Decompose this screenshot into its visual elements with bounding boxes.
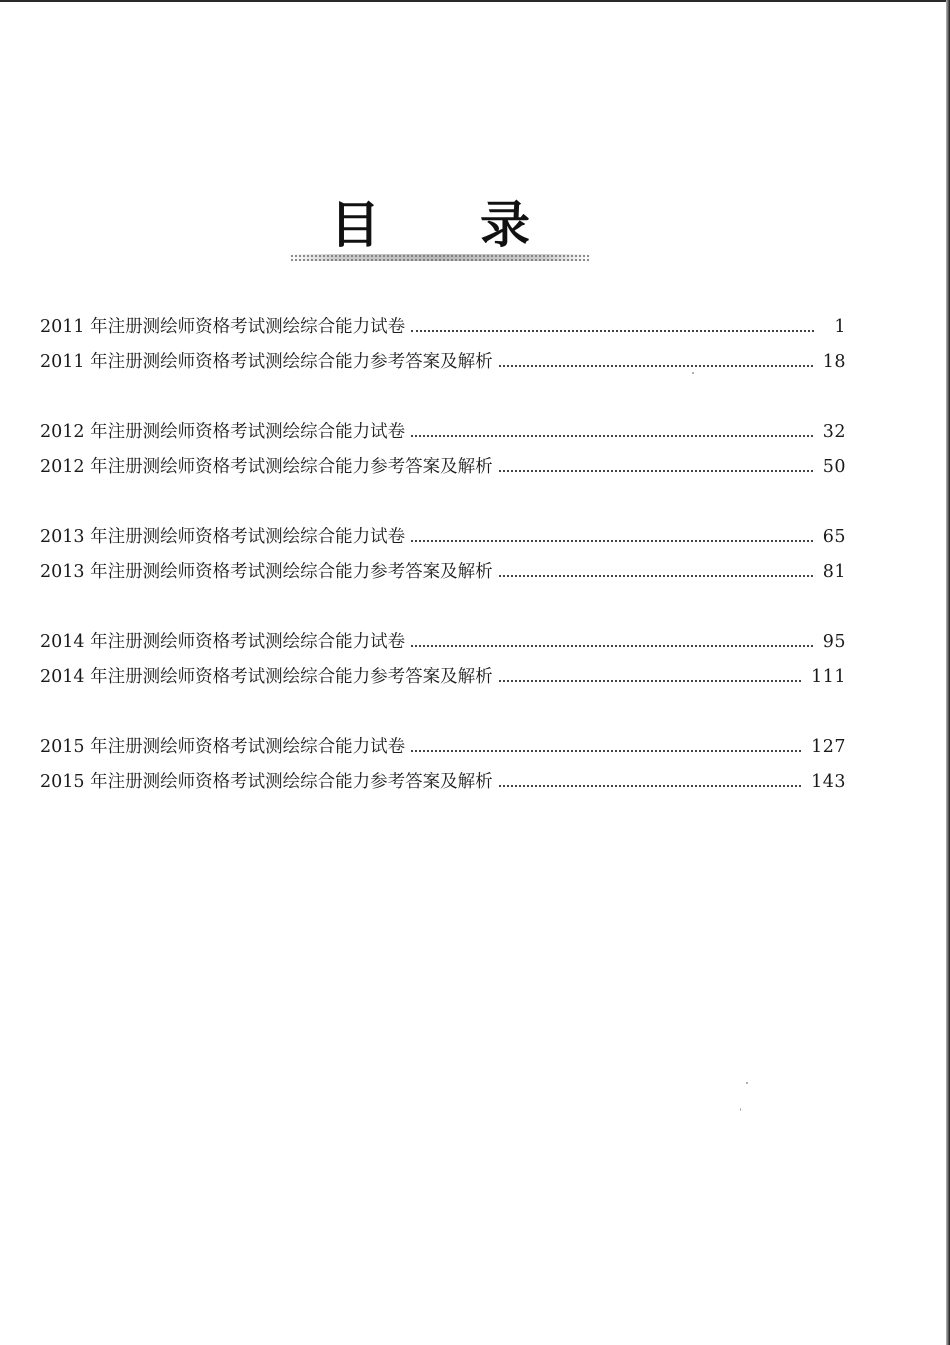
scan-speck — [692, 372, 694, 374]
toc-entry-page: 65 — [822, 527, 846, 547]
toc-entry-title: 2013 年注册测绘师资格考试测绘综合能力试卷 — [40, 527, 406, 547]
toc-entry-title: 2011 年注册测绘师资格考试测绘综合能力参考答案及解析 — [40, 352, 493, 372]
dot-leader — [499, 364, 813, 367]
dot-leader — [499, 784, 801, 787]
page-title-char-2: 录 — [480, 196, 530, 254]
dot-leader — [499, 679, 801, 682]
toc-group-2012 — [40, 415, 846, 485]
toc-entry[interactable] — [40, 625, 846, 660]
toc-group-2014 — [40, 625, 846, 695]
dot-leader — [411, 644, 813, 647]
toc-entry-page: 32 — [822, 422, 846, 442]
toc-entry-page: 127 — [811, 737, 846, 757]
toc-entry[interactable] — [40, 765, 846, 800]
toc-group-2013 — [40, 520, 846, 590]
table-of-contents — [40, 310, 846, 835]
toc-entry-page: 18 — [822, 352, 846, 372]
toc-entry-page: 95 — [822, 632, 846, 652]
toc-entry-title: 2015 年注册测绘师资格考试测绘综合能力试卷 — [40, 737, 406, 757]
dot-leader — [499, 469, 813, 472]
toc-entry[interactable] — [40, 310, 846, 345]
dot-leader — [411, 329, 814, 332]
toc-entry-title: 2014 年注册测绘师资格考试测绘综合能力试卷 — [40, 632, 406, 652]
dot-leader — [411, 539, 813, 542]
toc-entry[interactable] — [40, 345, 846, 380]
toc-entry[interactable] — [40, 555, 846, 590]
toc-entry[interactable] — [40, 660, 846, 695]
toc-group-2015 — [40, 730, 846, 800]
dot-leader — [411, 749, 801, 752]
page-title-char-1: 目 — [330, 196, 380, 254]
page-right-edge — [946, 0, 950, 1345]
toc-entry-title: 2013 年注册测绘师资格考试测绘综合能力参考答案及解析 — [40, 562, 493, 582]
toc-entry-page: 143 — [811, 772, 846, 792]
toc-entry[interactable] — [40, 520, 846, 555]
scan-speck — [746, 1082, 748, 1084]
toc-entry-page: 81 — [822, 562, 846, 582]
toc-entry[interactable] — [40, 730, 846, 765]
page-title — [330, 192, 530, 258]
dot-leader — [411, 434, 813, 437]
title-ornament — [290, 254, 590, 261]
toc-entry-title: 2012 年注册测绘师资格考试测绘综合能力参考答案及解析 — [40, 457, 493, 477]
toc-entry[interactable] — [40, 415, 846, 450]
toc-group-2011 — [40, 310, 846, 380]
toc-entry-title: 2011 年注册测绘师资格考试测绘综合能力试卷 — [40, 317, 406, 337]
toc-entry-title: 2014 年注册测绘师资格考试测绘综合能力参考答案及解析 — [40, 667, 493, 687]
toc-entry-page: 111 — [811, 667, 846, 687]
toc-entry-page: 50 — [822, 457, 846, 477]
scan-speck — [740, 1108, 741, 1111]
toc-entry-page: 1 — [834, 317, 846, 337]
toc-entry-title: 2012 年注册测绘师资格考试测绘综合能力试卷 — [40, 422, 406, 442]
dot-leader — [499, 574, 813, 577]
page-top-edge — [0, 0, 950, 2]
toc-entry-title: 2015 年注册测绘师资格考试测绘综合能力参考答案及解析 — [40, 772, 493, 792]
toc-entry[interactable] — [40, 450, 846, 485]
